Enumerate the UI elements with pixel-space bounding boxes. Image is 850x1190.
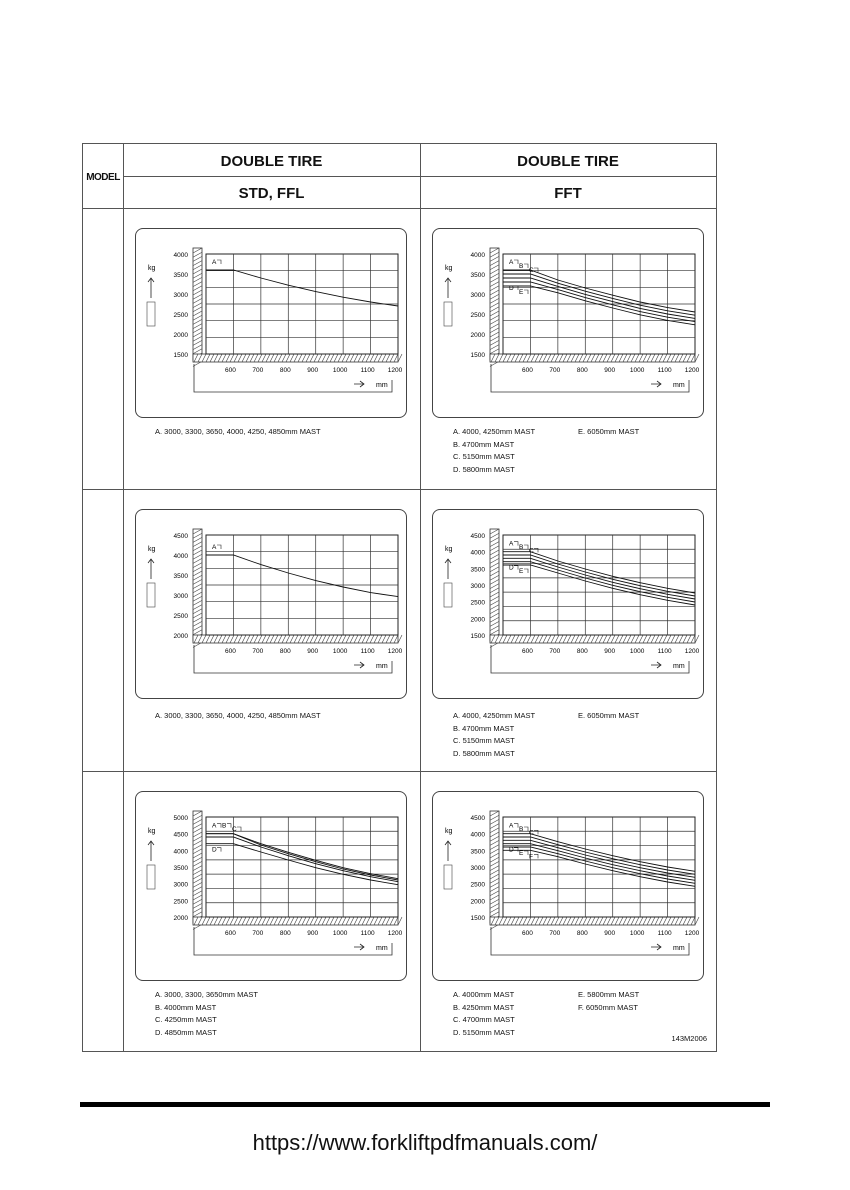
hatch-stroke bbox=[398, 635, 402, 643]
legend-r1c2-extra: E. 6050mm MAST bbox=[578, 427, 640, 436]
chart-r3c2 bbox=[433, 792, 705, 982]
y-tick-label: 3000 bbox=[173, 593, 188, 600]
model-column-rule bbox=[123, 144, 124, 1051]
col1-tire-header: DOUBLE TIRE bbox=[220, 153, 323, 170]
series-leader bbox=[514, 824, 518, 828]
y-tick-label: 1500 bbox=[470, 352, 485, 359]
chart-r2c2 bbox=[433, 510, 705, 700]
y-axis-label: kg bbox=[445, 265, 453, 272]
x-tick-label: 1100 bbox=[657, 930, 672, 937]
y-axis-glyph-box bbox=[147, 302, 155, 326]
x-axis-label: mm bbox=[673, 663, 685, 670]
series-line-d bbox=[503, 282, 695, 322]
y-axis-glyph-box bbox=[147, 865, 155, 889]
y-axis-label: kg bbox=[148, 828, 156, 835]
legend-r3c1 bbox=[155, 989, 258, 1039]
legend-r2c2 bbox=[453, 710, 535, 760]
row-divider-2 bbox=[83, 771, 716, 772]
series-marker-label: C bbox=[529, 547, 534, 555]
series-leader bbox=[217, 260, 221, 264]
y-tick-label: 1500 bbox=[470, 915, 485, 922]
legend-line: A. 4000, 4250mm MAST bbox=[453, 427, 536, 436]
y-tick-label: 3000 bbox=[470, 292, 485, 299]
x-tick-label: 1100 bbox=[657, 648, 672, 655]
x-tick-label: 600 bbox=[224, 367, 236, 374]
y-tick-label: 3500 bbox=[173, 573, 188, 580]
series-line-a bbox=[206, 270, 398, 306]
x-tick-label: 1200 bbox=[684, 648, 700, 655]
y-tick-label: 2500 bbox=[470, 312, 485, 319]
series-marker-label: D bbox=[509, 564, 514, 572]
legend-line: A. 3000, 3300, 3650, 4000, 4250, 4850mm MAST bbox=[155, 711, 321, 720]
x-tick-label: 1100 bbox=[360, 648, 375, 655]
capacity-chart-table bbox=[82, 143, 717, 1052]
series-marker-label: A bbox=[212, 544, 217, 551]
series-line-a bbox=[206, 555, 398, 597]
legend-line: F. 6050mm MAST bbox=[578, 1002, 639, 1012]
x-arrow-icon bbox=[651, 944, 661, 950]
x-tick-label: 800 bbox=[576, 930, 588, 937]
x-axis-label: mm bbox=[376, 945, 388, 952]
chart-panel-r3c1 bbox=[135, 791, 407, 981]
legend-r3c2 bbox=[453, 989, 515, 1039]
y-tick-label: 3000 bbox=[173, 292, 188, 299]
y-tick-label: 2500 bbox=[173, 613, 188, 620]
x-tick-label: 600 bbox=[521, 930, 533, 937]
y-tick-label: 2000 bbox=[470, 898, 485, 906]
y-tick-label: 3500 bbox=[173, 865, 188, 872]
legend-line: C. 4700mm MAST bbox=[453, 1015, 515, 1024]
series-marker-label: E bbox=[519, 289, 524, 296]
y-arrow-icon bbox=[445, 278, 451, 298]
series-marker-label: D bbox=[212, 846, 217, 854]
y-tick-label: 2500 bbox=[173, 898, 188, 906]
legend-r2c2-extra: E. 6050mm MAST bbox=[578, 711, 640, 720]
y-tick-label: 3500 bbox=[173, 272, 188, 279]
series-line-d bbox=[503, 562, 695, 602]
series-marker-label: F bbox=[529, 853, 533, 861]
series-leader bbox=[534, 854, 538, 858]
x-arrow-icon bbox=[354, 662, 364, 668]
figure-code: 143M2006 bbox=[671, 1034, 707, 1043]
series-leader bbox=[217, 848, 221, 852]
series-line-b bbox=[503, 274, 695, 315]
x-tick-label: 700 bbox=[252, 648, 264, 655]
x-tick-label: 1100 bbox=[657, 367, 672, 374]
series-leader bbox=[514, 542, 518, 546]
y-axis-glyph-box bbox=[444, 583, 452, 607]
col2-type-header: FFT bbox=[554, 185, 582, 202]
series-leader bbox=[524, 545, 528, 549]
x-tick-label: 700 bbox=[252, 367, 264, 374]
x-tick-label: 1000 bbox=[629, 930, 645, 937]
x-tick-label: 1000 bbox=[629, 367, 645, 374]
footer-rule bbox=[80, 1102, 770, 1107]
x-tick-label: 900 bbox=[307, 367, 319, 374]
y-tick-label: 2000 bbox=[470, 332, 485, 339]
y-tick-label: 4500 bbox=[173, 831, 188, 839]
chart-r3c1 bbox=[136, 792, 408, 982]
series-marker-label: B bbox=[222, 822, 227, 830]
y-arrow-icon bbox=[148, 559, 154, 579]
x-tick-label: 1200 bbox=[387, 930, 403, 937]
footer-url: https://www.forkliftpdfmanuals.com/ bbox=[252, 1130, 598, 1155]
x-tick-label: 1200 bbox=[387, 648, 403, 655]
legend-line: C. 5150mm MAST bbox=[453, 452, 515, 461]
y-axis-label: kg bbox=[148, 546, 156, 553]
x-tick-label: 600 bbox=[521, 367, 533, 374]
y-arrow-icon bbox=[148, 278, 154, 298]
y-tick-label: 2500 bbox=[470, 599, 485, 607]
x-tick-label: 600 bbox=[224, 930, 236, 937]
x-axis-label: mm bbox=[673, 382, 685, 389]
y-tick-label: 2500 bbox=[470, 881, 485, 889]
series-leader bbox=[524, 827, 528, 831]
x-tick-label: 700 bbox=[549, 648, 561, 655]
chart-r1c1 bbox=[136, 229, 408, 419]
series-leader bbox=[217, 545, 221, 549]
y-tick-label: 4500 bbox=[173, 533, 188, 540]
x-tick-label: 1000 bbox=[332, 367, 348, 374]
legend-line: C. 5150mm MAST bbox=[453, 736, 515, 745]
x-tick-label: 800 bbox=[576, 367, 588, 374]
y-axis-label: kg bbox=[445, 546, 453, 553]
legend-line: B. 4700mm MAST bbox=[453, 439, 515, 449]
series-marker-label: A bbox=[212, 259, 217, 266]
y-axis-label: kg bbox=[445, 828, 453, 835]
series-marker-label: D bbox=[509, 846, 514, 854]
series-leader bbox=[514, 848, 518, 852]
chart-panel-r1c2 bbox=[432, 228, 704, 418]
series-line-c bbox=[503, 278, 695, 318]
hatch-stroke bbox=[695, 917, 699, 925]
legend-line: B. 4700mm MAST bbox=[453, 723, 515, 733]
x-tick-label: 900 bbox=[307, 648, 319, 655]
x-tick-label: 1000 bbox=[332, 930, 348, 937]
series-line-c bbox=[503, 558, 695, 599]
x-tick-label: 700 bbox=[549, 930, 561, 937]
x-tick-label: 700 bbox=[252, 930, 264, 937]
y-tick-label: 4500 bbox=[470, 815, 485, 822]
y-tick-label: 5000 bbox=[173, 815, 188, 822]
series-leader bbox=[514, 260, 518, 264]
chart-panel-r3c2 bbox=[432, 791, 704, 981]
x-tick-label: 800 bbox=[279, 648, 291, 655]
series-marker-label: C bbox=[529, 267, 534, 274]
y-tick-label: 2000 bbox=[173, 633, 188, 640]
series-marker-label: E bbox=[519, 568, 524, 575]
x-tick-label: 900 bbox=[604, 648, 616, 655]
series-leader bbox=[514, 566, 518, 570]
series-leader bbox=[524, 851, 528, 855]
legend-r1c1 bbox=[155, 426, 321, 439]
x-tick-label: 900 bbox=[604, 367, 616, 374]
row-divider-1 bbox=[83, 489, 716, 490]
chart-r1c2 bbox=[433, 229, 705, 419]
legend-line: A. 4000mm MAST bbox=[453, 990, 515, 999]
legend-line: D. 4850mm MAST bbox=[155, 1027, 217, 1037]
y-tick-label: 3500 bbox=[470, 566, 485, 574]
x-tick-label: 1200 bbox=[387, 367, 403, 374]
x-arrow-icon bbox=[651, 662, 661, 668]
series-leader bbox=[524, 569, 528, 573]
hatch-stroke bbox=[398, 917, 402, 925]
x-tick-label: 800 bbox=[279, 930, 291, 937]
y-tick-label: 4000 bbox=[470, 252, 485, 259]
col1-type-header: STD, FFL bbox=[238, 185, 305, 202]
x-tick-label: 600 bbox=[224, 648, 236, 655]
series-marker-label: A bbox=[509, 540, 514, 548]
y-tick-label: 1500 bbox=[470, 633, 485, 640]
legend-line: A. 3000, 3300, 3650, 4000, 4250, 4850mm MAST bbox=[155, 427, 321, 436]
hatch-stroke bbox=[695, 354, 699, 362]
x-tick-label: 1200 bbox=[684, 930, 700, 937]
series-leader bbox=[514, 286, 518, 290]
x-arrow-icon bbox=[651, 381, 661, 387]
legend-line: E. 5800mm MAST bbox=[578, 990, 640, 999]
series-line-a bbox=[206, 834, 398, 879]
y-axis-glyph-box bbox=[444, 865, 452, 889]
y-axis-glyph-box bbox=[444, 302, 452, 326]
y-arrow-icon bbox=[445, 559, 451, 579]
series-leader bbox=[534, 830, 538, 834]
legend-line: A. 4000, 4250mm MAST bbox=[453, 711, 536, 720]
legend-line: B. 4000mm MAST bbox=[155, 1002, 217, 1012]
x-axis-label: mm bbox=[376, 663, 388, 670]
chart-r2c1 bbox=[136, 510, 408, 700]
header-bottom-rule bbox=[83, 208, 716, 209]
chart-panel-r2c1 bbox=[135, 509, 407, 699]
series-marker-label: B bbox=[519, 826, 524, 833]
center-column-rule bbox=[420, 144, 421, 1051]
series-marker-label: A bbox=[509, 822, 514, 830]
x-tick-label: 900 bbox=[307, 930, 319, 937]
series-marker-label: D bbox=[509, 285, 514, 292]
y-tick-label: 3000 bbox=[173, 881, 188, 889]
series-line-d bbox=[503, 844, 695, 881]
y-tick-label: 4000 bbox=[173, 848, 188, 856]
y-tick-label: 3500 bbox=[470, 848, 485, 856]
x-arrow-icon bbox=[354, 381, 364, 387]
series-marker-label: B bbox=[519, 263, 524, 270]
series-leader bbox=[237, 827, 241, 831]
x-tick-label: 800 bbox=[576, 648, 588, 655]
y-tick-label: 2000 bbox=[470, 616, 485, 624]
series-marker-label: B bbox=[519, 544, 524, 551]
y-tick-label: 3500 bbox=[470, 272, 485, 279]
series-line-e bbox=[503, 565, 695, 605]
x-tick-label: 600 bbox=[521, 648, 533, 655]
y-tick-label: 4500 bbox=[470, 533, 485, 540]
y-tick-label: 4000 bbox=[470, 831, 485, 839]
y-tick-label: 1500 bbox=[173, 352, 188, 359]
x-tick-label: 800 bbox=[279, 367, 291, 374]
model-header: MODEL bbox=[86, 172, 120, 183]
series-line-b bbox=[503, 555, 695, 596]
chart-panel-r2c2 bbox=[432, 509, 704, 699]
legend-r2c1 bbox=[155, 710, 321, 723]
y-tick-label: 2000 bbox=[173, 915, 188, 922]
x-tick-label: 1200 bbox=[684, 367, 700, 374]
x-arrow-icon bbox=[354, 944, 364, 950]
hatch-stroke bbox=[695, 635, 699, 643]
y-tick-label: 4000 bbox=[470, 549, 485, 557]
hatch-stroke bbox=[398, 354, 402, 362]
y-tick-label: 3000 bbox=[470, 583, 485, 590]
legend-r1c2 bbox=[453, 426, 535, 476]
x-tick-label: 1100 bbox=[360, 367, 375, 374]
y-arrow-icon bbox=[148, 841, 154, 861]
series-line-d bbox=[206, 844, 398, 885]
legend-line: D. 5800mm MAST bbox=[453, 748, 515, 758]
series-leader bbox=[524, 264, 528, 268]
x-tick-label: 700 bbox=[549, 367, 561, 374]
y-arrow-icon bbox=[445, 841, 451, 861]
legend-line: D. 5150mm MAST bbox=[453, 1027, 515, 1037]
x-tick-label: 900 bbox=[604, 930, 616, 937]
series-leader bbox=[524, 290, 528, 294]
y-tick-label: 2500 bbox=[173, 312, 188, 319]
series-marker-label: A bbox=[212, 822, 217, 830]
y-tick-label: 3000 bbox=[470, 865, 485, 872]
x-axis-label: mm bbox=[376, 382, 388, 389]
chart-panel-r1c1 bbox=[135, 228, 407, 418]
x-tick-label: 1000 bbox=[629, 648, 645, 655]
series-marker-label: C bbox=[232, 826, 237, 833]
x-tick-label: 1000 bbox=[332, 648, 348, 655]
legend-line: B. 4250mm MAST bbox=[453, 1002, 515, 1012]
y-tick-label: 2000 bbox=[173, 332, 188, 339]
x-tick-label: 1100 bbox=[360, 930, 375, 937]
series-leader bbox=[534, 548, 538, 552]
series-line-a bbox=[503, 552, 695, 593]
y-tick-label: 4000 bbox=[173, 252, 188, 259]
legend-line: A. 3000, 3300, 3650mm MAST bbox=[155, 990, 258, 999]
series-line-a bbox=[503, 270, 695, 312]
y-axis-glyph-box bbox=[147, 583, 155, 607]
series-marker-label: E bbox=[519, 850, 524, 857]
series-leader bbox=[217, 824, 221, 828]
legend-line: D. 5800mm MAST bbox=[453, 464, 515, 474]
y-tick-label: 4000 bbox=[173, 553, 188, 560]
legend-r3c2-extra bbox=[578, 989, 639, 1014]
series-marker-label: A bbox=[509, 259, 514, 266]
x-axis-label: mm bbox=[673, 945, 685, 952]
legend-line: C. 4250mm MAST bbox=[155, 1015, 217, 1024]
series-marker-label: C bbox=[529, 829, 534, 837]
y-axis-label: kg bbox=[148, 265, 156, 272]
col2-tire-header: DOUBLE TIRE bbox=[517, 153, 619, 170]
series-leader bbox=[227, 824, 231, 828]
